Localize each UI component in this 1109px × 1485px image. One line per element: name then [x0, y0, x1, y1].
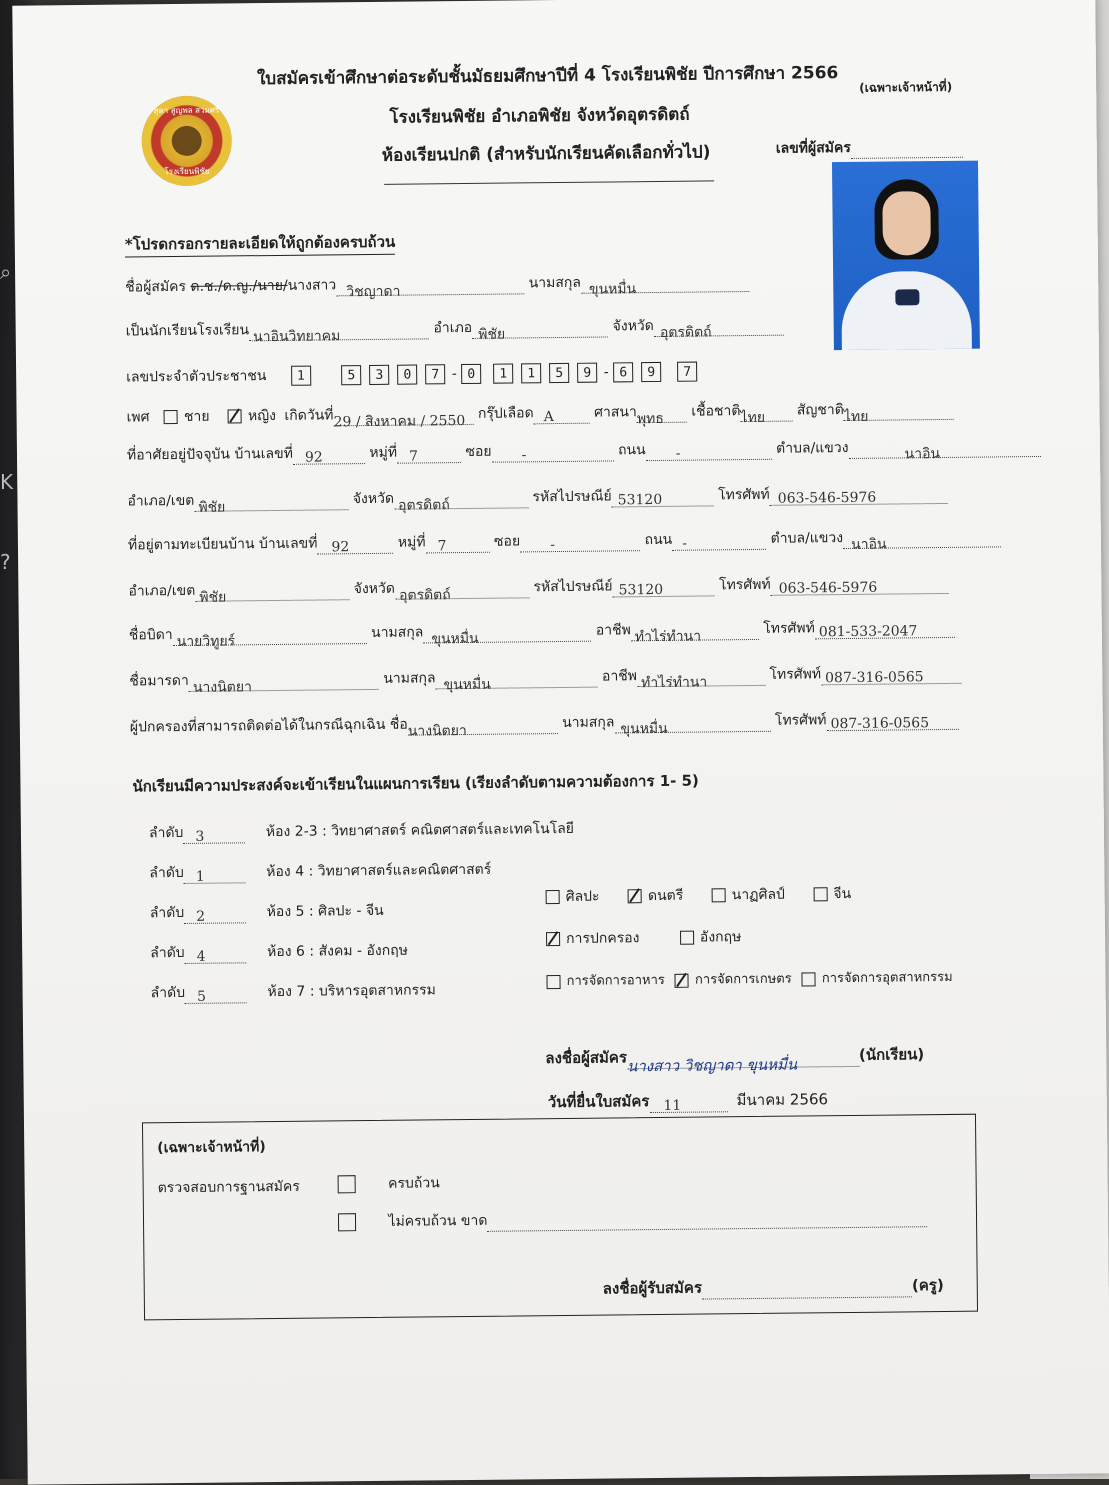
english-option-label: อังกฤษ — [699, 929, 742, 946]
registered-address-row1 — [128, 525, 1001, 556]
male-label: ชาย — [183, 408, 210, 425]
plan-room-label: ห้อง 6 : สังคม - อังกฤษ — [267, 942, 408, 961]
logo-emblem — [172, 126, 202, 156]
room7-options — [546, 966, 952, 991]
school-address-line: โรงเรียนพิชัย อำเภอพิชัย จังหวัดอุตรดิตถ์ — [389, 104, 690, 128]
current-soi-value: - — [492, 446, 614, 462]
mother-surname-label: นามสกุล — [383, 670, 436, 687]
father-phone-label: โทรศัพท์ — [763, 620, 815, 637]
receiver-suffix: (ครู) — [911, 1276, 944, 1295]
current-moo-label: หมู่ที่ — [369, 444, 398, 461]
ethnicity-value: ไทย — [740, 407, 792, 423]
school-row — [125, 314, 784, 346]
id-digit-box: 0 — [461, 364, 481, 384]
registered-district-value: พิชัย — [195, 585, 349, 602]
rank-value: 3 — [183, 828, 245, 844]
music-option-label: ดนตรี — [647, 887, 684, 905]
registered-moo-value: 7 — [425, 538, 489, 554]
keyboard-key-icon: K — [0, 470, 14, 494]
mother-name-value: นางนิตยา — [189, 675, 379, 692]
current-district-value: พิชัย — [194, 495, 348, 512]
id-digit-box: 0 — [397, 364, 417, 384]
id-digit-box: 1 — [493, 363, 513, 383]
blood-group-label: กรุ๊ปเลือด — [477, 405, 534, 422]
rank-label: ลำดับ — [149, 904, 185, 922]
registered-province-value: อุตรดิตถ์ — [395, 583, 529, 599]
mother-row — [129, 662, 961, 696]
english-checkbox[interactable] — [680, 931, 694, 945]
id-digit-box: 1 — [291, 366, 311, 386]
plan-room-label: ห้อง 4 : วิทยาศาสตร์และคณิตศาสตร์ — [266, 861, 492, 881]
rank-value: 2 — [184, 908, 246, 924]
first-name-value: วิชญาดา — [336, 279, 524, 296]
registered-house-no-value: 92 — [317, 539, 393, 555]
current-province-value: อุตรดิตถ์ — [394, 493, 528, 509]
rank-label: ลำดับ — [148, 824, 184, 842]
school-logo-icon — [141, 95, 232, 186]
current-subdistrict-label: ตำบล/แขวง — [776, 439, 849, 457]
document-check-label: ตรวจสอบการฐานสมัคร — [157, 1178, 300, 1197]
chinese-checkbox[interactable] — [813, 887, 827, 901]
birth-date-value: 29 / สิงหาคม / 2550 — [333, 410, 473, 426]
ethnicity-label: เชื้อชาติ — [691, 403, 741, 420]
father-row — [128, 616, 955, 651]
id-digit-box: 9 — [577, 363, 597, 383]
religion-value: พุทธ — [637, 408, 687, 424]
national-id-row: เลขประจำตัวประชาชน 1 5 3 0 7 - 0 1 1 5 9 - 6 9 7 — [126, 360, 705, 388]
current-province-label: จังหวัด — [352, 490, 395, 508]
father-surname-label: นามสกุล — [370, 624, 424, 641]
title-selected: นางสาว — [287, 277, 337, 294]
plans-heading: นักเรียนมีความประสงค์จะเข้าเรียนในแผนการเรียน (เรียงลำดับตามความต้องการ 1- 5) — [132, 771, 699, 796]
dance-option-label: นาฏศิลป์ — [731, 886, 785, 904]
surname-value: ขุนหมื่น — [581, 277, 749, 294]
rank-value: 4 — [185, 948, 247, 964]
registered-subdistrict-label: ตำบล/แขวง — [770, 530, 844, 547]
applicant-photo — [832, 161, 980, 351]
registered-road-value: - — [672, 535, 766, 551]
governance-checkbox[interactable] — [546, 932, 560, 946]
registered-address-label: ที่อยู่ตามทะเบียนบ้าน บ้านเลขที่ — [127, 535, 318, 554]
current-soi-label: ซอย — [465, 443, 492, 460]
room5-options — [546, 883, 852, 908]
current-phone-value: 063-546-5976 — [770, 489, 948, 506]
mother-job-value: ทำไร่ทำนา — [637, 671, 765, 687]
title-divider — [384, 180, 714, 184]
signature-label: ลงชื่อผู้สมัคร — [545, 1048, 628, 1068]
photo-face — [882, 191, 931, 255]
mother-surname-value: ขุนหมื่น — [436, 673, 598, 690]
current-road-value: - — [646, 445, 772, 461]
applicant-number-label: เลขที่ผู้สมัคร — [775, 139, 851, 157]
photo-uniform — [841, 271, 972, 350]
class-type-line: ห้องเรียนปกติ (สำหรับนักเรียนคัดเลือกทั่วไป) — [381, 142, 711, 166]
current-moo-value: 7 — [397, 448, 461, 464]
photo-tie — [895, 289, 919, 305]
music-checkbox[interactable] — [628, 889, 642, 903]
registered-soi-label: ซอย — [493, 533, 521, 550]
incomplete-label: ไม่ครบถ้วน ขาด — [388, 1212, 488, 1230]
submission-month-year: มีนาคม 2566 — [736, 1090, 829, 1110]
father-phone-value: 081-533-2047 — [815, 623, 955, 639]
form-title: ใบสมัครเข้าศึกษาต่อระดับชั้นมัธยมศึกษาปีที่ 4 โรงเรียนพิชัย ปีการศึกษา 2566 — [256, 63, 839, 90]
registered-province-label: จังหวัด — [353, 580, 396, 598]
personal-details-row — [126, 398, 953, 429]
plan-row — [150, 900, 384, 924]
submission-date-row — [548, 1087, 829, 1114]
registered-address-row2 — [128, 572, 948, 606]
chinese-option-label: จีน — [833, 885, 852, 903]
id-digit-box: 5 — [341, 365, 361, 385]
registered-moo-label: หมู่ที่ — [397, 534, 426, 551]
industrial-management-label: การจัดการอุตสาหกรรม — [821, 969, 953, 987]
plan-room-label: ห้อง 5 : ศิลปะ - จีน — [266, 902, 384, 921]
district-value: พิชัย — [472, 322, 608, 338]
staff-only-box — [142, 1114, 978, 1321]
school-label: เป็นนักเรียนโรงเรียน — [125, 322, 250, 340]
female-label: หญิง — [247, 407, 277, 425]
rank-label: ลำดับ — [149, 864, 184, 882]
receiver-signature-row — [603, 1273, 944, 1301]
agriculture-management-label: การจัดการเกษตร — [694, 971, 792, 988]
mother-job-label: อาชีพ — [601, 668, 638, 685]
id-digit-box: 1 — [521, 363, 541, 383]
logo-text-bottom: โรงเรียนพิชัย — [164, 166, 210, 177]
id-digit-box: 6 — [613, 362, 633, 382]
guardian-label: ผู้ปกครองที่สามารถติดต่อได้ในกรณีฉุกเฉิน ชื่อ — [129, 716, 408, 736]
plan-row — [151, 979, 436, 1004]
mother-phone-label: โทรศัพท์ — [769, 666, 822, 683]
keyboard-key-icon: ⌕ — [0, 260, 12, 284]
logo-text-top: สุดา สูญพล สวมศรี — [153, 105, 220, 116]
applicant-name-label: ชื่อผู้สมัคร — [125, 278, 187, 296]
receiver-signature-label: ลงชื่อผู้รับสมัคร — [602, 1278, 703, 1298]
submission-date-label: วันที่ยื่นใบสมัคร — [547, 1092, 650, 1112]
registered-phone-value: 063-546-5976 — [771, 579, 949, 596]
id-digit-box: 9 — [641, 362, 661, 382]
art-option-label: ศิลปะ — [565, 888, 600, 905]
current-postcode-label: รหัสไปรษณีย์ — [532, 488, 612, 506]
application-form-sheet — [12, 0, 1109, 1485]
father-name-value: นายวิทูยร์ — [173, 629, 367, 646]
district-label: อำเภอ — [433, 319, 473, 337]
registered-soi-value: - — [520, 536, 640, 552]
guardian-surname-value: ขุนหมื่น — [614, 717, 770, 734]
current-address-label: ที่อาศัยอยู่ปัจจุบัน บ้านเลขที่ — [126, 445, 293, 464]
father-label: ชื่อบิดา — [128, 627, 173, 644]
female-checkbox[interactable] — [228, 409, 242, 423]
registered-phone-label: โทรศัพท์ — [718, 576, 771, 594]
current-postcode-value: 53120 — [612, 491, 714, 507]
incomplete-checkbox[interactable] — [338, 1213, 356, 1231]
rank-value: 1 — [184, 868, 246, 884]
current-road-label: ถนน — [617, 442, 646, 459]
registered-subdistrict-value: นาอิน — [843, 532, 1001, 549]
current-address-row1 — [127, 435, 1041, 467]
staff-box-heading: (เฉพาะเจ้าหน้าที่) — [157, 1139, 266, 1157]
id-digit-box: 3 — [369, 365, 389, 385]
food-management-checkbox[interactable] — [546, 975, 560, 989]
registered-postcode-label: รหัสไปรษณีย์ — [533, 578, 613, 596]
instruction-heading: *โปรดกรอกรายละเอียดให้ถูกต้องครบถ้วน — [125, 230, 396, 258]
province-value: อุตรดิตถ์ — [654, 321, 784, 337]
registered-road-label: ถนน — [644, 531, 673, 549]
complete-checkbox[interactable] — [338, 1175, 356, 1193]
blood-group-value: A — [534, 409, 590, 425]
guardian-row — [130, 708, 959, 739]
guardian-phone-value: 087-316-0565 — [826, 715, 958, 731]
incomplete-option — [338, 1205, 928, 1233]
signature-suffix: (นักเรียน) — [858, 1045, 925, 1064]
nationality-label: สัญชาติ — [796, 402, 844, 419]
school-value: นาอินวิทยาคม — [249, 324, 429, 341]
governance-option-label: การปกครอง — [566, 930, 640, 947]
mother-phone-value: 087-316-0565 — [821, 669, 961, 685]
registered-district-label: อำเภอ/เขต — [128, 582, 196, 600]
complete-option — [338, 1172, 440, 1195]
applicant-number-blank — [851, 143, 963, 159]
staff-only-note: (เฉพาะเจ้าหน้าที่) — [859, 79, 953, 95]
applicant-name-row — [125, 270, 749, 299]
plan-row — [150, 940, 408, 965]
plan-row — [149, 818, 574, 844]
male-checkbox[interactable] — [164, 410, 178, 424]
national-id-label: เลขประจำตัวประชาชน — [126, 368, 267, 386]
birth-date-label: เกิดวันที่ — [284, 407, 334, 424]
father-surname-value: ขุนหมื่น — [423, 627, 591, 644]
complete-label: ครบถ้วน — [388, 1175, 440, 1192]
plan-room-label: ห้อง 7 : บริหารอุตสาหกรรม — [267, 982, 436, 1001]
id-digit-box: 7 — [677, 362, 697, 382]
missing-items-blank — [487, 1212, 927, 1232]
room6-options — [546, 926, 741, 950]
mother-label: ชื่อมารดา — [129, 672, 189, 690]
keyboard-key-icon: ? — [0, 550, 11, 574]
religion-label: ศาสนา — [594, 404, 637, 421]
title-options-struck: ด.ช./ด.ญ./นาย/ — [190, 277, 288, 295]
surname-label: นามสกุล — [528, 274, 582, 292]
plan-room-label: ห้อง 2-3 : วิทยาศาสตร์ คณิตศาสตร์และเทคโนโลยี — [265, 820, 575, 841]
father-job-label: อาชีพ — [595, 622, 631, 639]
applicant-number-field — [776, 136, 963, 160]
industrial-management-checkbox[interactable] — [802, 972, 816, 986]
current-subdistrict-value: นาอิน — [848, 442, 1040, 459]
id-digit-box: 7 — [425, 364, 445, 384]
plan-row — [149, 859, 491, 885]
guardian-surname-label: นามสกุล — [562, 714, 615, 731]
current-address-row2 — [127, 482, 947, 516]
dance-checkbox[interactable] — [712, 888, 726, 902]
receiver-signature-blank — [702, 1282, 912, 1299]
id-digit-box: 5 — [549, 363, 569, 383]
guardian-name-value: นางนิตยา — [408, 719, 558, 736]
registered-postcode-value: 53120 — [613, 581, 715, 597]
current-phone-label: โทรศัพท์ — [717, 486, 770, 504]
province-label: จังหวัด — [612, 318, 654, 335]
current-district-label: อำเภอ/เขต — [127, 492, 195, 510]
submission-day-value: 11 — [649, 1097, 727, 1113]
food-management-label: การจัดการอาหาร — [566, 972, 665, 989]
rank-value: 5 — [185, 988, 247, 1004]
rank-label: ลำดับ — [150, 984, 186, 1002]
guardian-phone-label: โทรศัพท์ — [774, 712, 827, 729]
agriculture-management-checkbox[interactable] — [675, 973, 689, 987]
applicant-signature-row — [545, 1042, 925, 1076]
current-house-no-value: 92 — [293, 449, 365, 465]
sex-label: เพศ — [126, 409, 150, 426]
rank-label: ลำดับ — [150, 944, 185, 962]
art-checkbox[interactable] — [546, 890, 560, 904]
father-job-value: ทำไร่ทำนา — [631, 625, 759, 641]
applicant-signature: นางสาว วิชญาดา ขุนหมื่น — [627, 1052, 859, 1069]
nationality-value: ไทย — [844, 405, 954, 421]
